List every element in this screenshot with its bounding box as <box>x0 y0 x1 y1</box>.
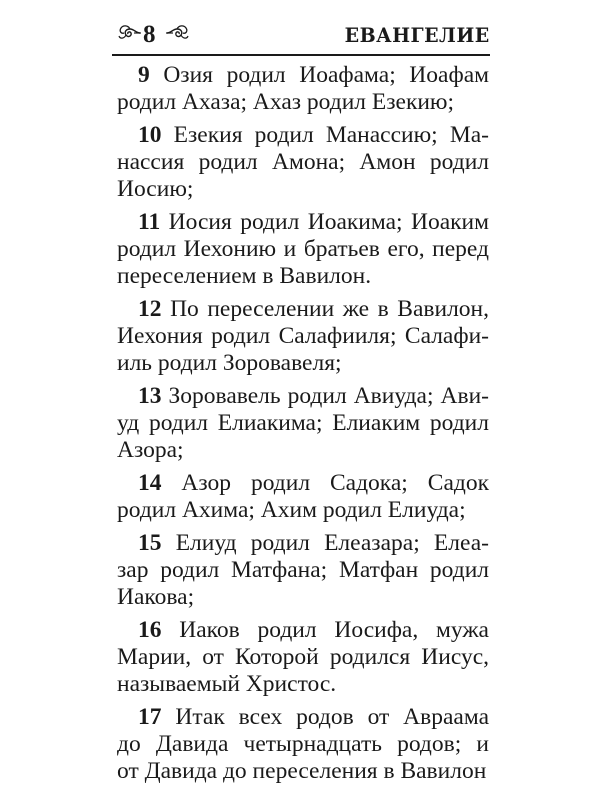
verse-line <box>117 296 489 323</box>
verse-line <box>117 437 489 464</box>
verse-line <box>117 209 489 236</box>
verse-line <box>117 323 489 350</box>
verse <box>117 383 489 464</box>
verse-line-text: называемый Христос. <box>117 671 337 697</box>
verse-line-text: Азор родил Садока; Садок <box>161 470 489 496</box>
verse-line <box>117 176 489 203</box>
running-title: ЕВАНГЕЛИЕ <box>344 23 490 47</box>
verse-line-text: Иакова; <box>117 584 195 610</box>
verse-line-text: иль родил Зоровавеля; <box>117 350 342 376</box>
verse <box>117 62 489 116</box>
verse-line <box>117 731 489 758</box>
verse-number: 12 <box>138 296 162 322</box>
verse-line <box>117 62 489 89</box>
verse-line <box>117 149 489 176</box>
verse-number: 16 <box>138 617 162 643</box>
verse-number: 11 <box>138 209 161 235</box>
verse-line <box>117 89 489 116</box>
verse-line-text: Иаков родил Иосифа, мужа <box>161 617 489 643</box>
verse <box>117 617 489 698</box>
verse-line-text: Иосия родил Иоакима; Иоаким <box>160 209 489 235</box>
verse-number: 14 <box>138 470 162 496</box>
scroll-ornament-icon <box>165 20 189 46</box>
verse-number: 17 <box>138 704 162 730</box>
scroll-ornament-icon <box>118 20 142 46</box>
verse <box>117 209 489 290</box>
verse-line <box>117 470 489 497</box>
verse <box>117 470 489 524</box>
verse-line <box>117 530 489 557</box>
verse-line <box>117 617 489 644</box>
verse-line-text: от Давида до переселения в Вавилон <box>117 758 487 784</box>
verse-number: 10 <box>138 122 162 148</box>
verse-line <box>117 671 489 698</box>
verse-line-text: Иехония родил Салафииля; Салафи- <box>117 323 489 349</box>
verse-line-text: По переселении же в Вавилон, <box>161 296 489 322</box>
verse-line-text: до Давида четырнадцать родов; и <box>117 731 489 757</box>
verse-number: 15 <box>138 530 162 556</box>
page-number: 8 <box>143 21 156 48</box>
verse-line-text: Езекия родил Манассию; Ма- <box>161 122 489 148</box>
verse-line <box>117 557 489 584</box>
verse-line <box>117 497 489 524</box>
verse <box>117 530 489 611</box>
verse-line-text: родил Ахаза; Ахаз родил Езекию; <box>117 89 455 115</box>
verse-line-text: Елиуд родил Елеазара; Елеа- <box>161 530 489 556</box>
verse-number: 13 <box>138 383 162 409</box>
verse-line-text: зар родил Матфана; Матфан родил <box>117 557 489 583</box>
verse-line <box>117 383 489 410</box>
verse-line-text: родил Ахима; Ахим родил Елиуда; <box>117 497 466 523</box>
verse <box>117 296 489 377</box>
verse-line <box>117 263 489 290</box>
header-rule <box>112 54 490 56</box>
verse-line-text: Марии, от Которой родился Иисус, <box>117 644 489 670</box>
verse-line <box>117 350 489 377</box>
verse-line <box>117 122 489 149</box>
verse-line-text: нассия родил Амона; Амон родил <box>117 149 489 175</box>
verse-text-block <box>117 62 489 785</box>
verse-line-text: родил Иехонию и братьев его, перед <box>117 236 489 262</box>
verse-line-text: переселением в Вавилон. <box>117 263 372 289</box>
verse-number: 9 <box>138 62 150 88</box>
verse-line-text: Итак всех родов от Авраама <box>161 704 489 730</box>
verse-line <box>117 584 489 611</box>
verse-line <box>117 644 489 671</box>
verse-line-text: Зоровавель родил Авиуда; Ави- <box>161 383 489 409</box>
verse <box>117 122 489 203</box>
verse-line-text: Азора; <box>117 437 184 463</box>
verse-line-text: Озия родил Иоафама; Иоафам <box>149 62 489 88</box>
verse-line-text: уд родил Елиакима; Елиаким родил <box>117 410 489 436</box>
verse-line <box>117 704 489 731</box>
verse-line <box>117 236 489 263</box>
verse-line <box>117 758 489 785</box>
verse-line <box>117 410 489 437</box>
page-header <box>0 0 600 62</box>
verse-line-text: Иосию; <box>117 176 194 202</box>
verse <box>117 704 489 785</box>
